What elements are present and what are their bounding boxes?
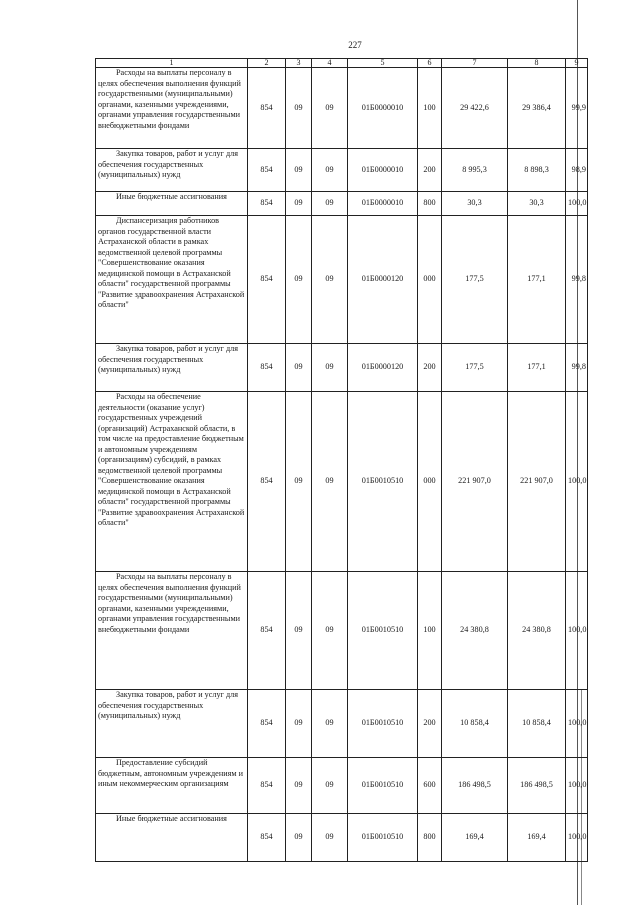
cell-section: 09 xyxy=(286,758,312,814)
cell-percent: 100,0 xyxy=(566,392,588,572)
table-row xyxy=(96,814,588,862)
cell-target: 01Б0010510 xyxy=(348,572,418,690)
cell-percent: 99,8 xyxy=(566,344,588,392)
cell-actual: 221 907,0 xyxy=(508,392,566,572)
cell-section: 09 xyxy=(286,392,312,572)
cell-actual: 177,1 xyxy=(508,216,566,344)
cell-subsection: 09 xyxy=(312,814,348,862)
cell-actual: 10 858,4 xyxy=(508,690,566,758)
cell-plan: 169,4 xyxy=(442,814,508,862)
cell-subsection: 09 xyxy=(312,690,348,758)
table-row xyxy=(96,690,588,758)
table-header-row xyxy=(96,59,588,68)
cell-plan: 24 380,8 xyxy=(442,572,508,690)
cell-actual: 186 498,5 xyxy=(508,758,566,814)
cell-percent: 100,0 xyxy=(566,758,588,814)
cell-code: 854 xyxy=(248,216,286,344)
row-name: Иные бюджетные ассигнования xyxy=(96,192,248,216)
table-row xyxy=(96,344,588,392)
cell-type: 000 xyxy=(418,216,442,344)
cell-plan: 8 995,3 xyxy=(442,149,508,192)
cell-percent: 100,0 xyxy=(566,690,588,758)
cell-percent: 100,0 xyxy=(566,814,588,862)
cell-percent: 100,0 xyxy=(566,192,588,216)
cell-section: 09 xyxy=(286,149,312,192)
row-name: Расходы на выплаты персоналу в целях обеспечения выполнения функций государственными (муниципальными) органами, казенными учреждениями, органами управления государственными внебюджетными фондами xyxy=(96,572,248,690)
table-row xyxy=(96,392,588,572)
header-cell: 6 xyxy=(418,59,442,68)
row-name: Диспансеризация работников органов государственной власти Астраханской области в рамках ведомственной целевой программы "Совершенствование оказания медицинской помощи в Астраханской области" государственной программы "Развитие здравоохранения Астраханской области" xyxy=(96,216,248,344)
cell-subsection: 09 xyxy=(312,344,348,392)
cell-actual: 29 386,4 xyxy=(508,68,566,149)
cell-section: 09 xyxy=(286,216,312,344)
cell-actual: 169,4 xyxy=(508,814,566,862)
table-row xyxy=(96,572,588,690)
cell-subsection: 09 xyxy=(312,758,348,814)
cell-type: 200 xyxy=(418,149,442,192)
cell-target: 01Б0000120 xyxy=(348,344,418,392)
cell-code: 854 xyxy=(248,68,286,149)
cell-subsection: 09 xyxy=(312,392,348,572)
cell-plan: 177,5 xyxy=(442,344,508,392)
cell-section: 09 xyxy=(286,68,312,149)
cell-target: 01Б0010510 xyxy=(348,814,418,862)
row-name: Закупка товаров, работ и услуг для обеспечения государственных (муниципальных) нужд xyxy=(96,344,248,392)
header-cell: 7 xyxy=(442,59,508,68)
table-row xyxy=(96,758,588,814)
cell-type: 000 xyxy=(418,392,442,572)
cell-section: 09 xyxy=(286,814,312,862)
header-cell: 2 xyxy=(248,59,286,68)
cell-type: 200 xyxy=(418,690,442,758)
cell-subsection: 09 xyxy=(312,216,348,344)
cell-target: 01Б0000010 xyxy=(348,192,418,216)
row-name: Расходы на выплаты персоналу в целях обеспечения выполнения функций государственными (муниципальными) органами, казенными учреждениями, органами управления государственными внебюджетными фондами xyxy=(96,68,248,149)
cell-type: 800 xyxy=(418,814,442,862)
table-row xyxy=(96,68,588,149)
cell-section: 09 xyxy=(286,690,312,758)
cell-type: 800 xyxy=(418,192,442,216)
cell-target: 01Б0010510 xyxy=(348,758,418,814)
cell-percent: 100,0 xyxy=(566,572,588,690)
cell-target: 01Б0010510 xyxy=(348,392,418,572)
cell-section: 09 xyxy=(286,192,312,216)
cell-code: 854 xyxy=(248,344,286,392)
table-row xyxy=(96,149,588,192)
cell-subsection: 09 xyxy=(312,68,348,149)
cell-section: 09 xyxy=(286,572,312,690)
cell-code: 854 xyxy=(248,192,286,216)
cell-type: 100 xyxy=(418,68,442,149)
cell-target: 01Б0000010 xyxy=(348,68,418,149)
page-number: 227 xyxy=(348,40,362,50)
cell-subsection: 09 xyxy=(312,572,348,690)
cell-actual: 8 898,3 xyxy=(508,149,566,192)
cell-target: 01Б0010510 xyxy=(348,690,418,758)
cell-type: 600 xyxy=(418,758,442,814)
cell-plan: 177,5 xyxy=(442,216,508,344)
row-name: Закупка товаров, работ и услуг для обеспечения государственных (муниципальных) нужд xyxy=(96,149,248,192)
header-cell: 1 xyxy=(96,59,248,68)
cell-percent: 99,9 xyxy=(566,68,588,149)
cell-code: 854 xyxy=(248,758,286,814)
cell-percent: 99,8 xyxy=(566,216,588,344)
header-cell: 4 xyxy=(312,59,348,68)
cell-plan: 30,3 xyxy=(442,192,508,216)
cell-actual: 177,1 xyxy=(508,344,566,392)
header-cell: 8 xyxy=(508,59,566,68)
row-name: Закупка товаров, работ и услуг для обеспечения государственных (муниципальных) нужд xyxy=(96,690,248,758)
row-name: Предоставление субсидий бюджетным, автономным учреждениям и иным некоммерческим организациям xyxy=(96,758,248,814)
cell-type: 100 xyxy=(418,572,442,690)
cell-type: 200 xyxy=(418,344,442,392)
header-cell: 9 xyxy=(566,59,588,68)
budget-table xyxy=(95,58,588,862)
row-name: Иные бюджетные ассигнования xyxy=(96,814,248,862)
cell-code: 854 xyxy=(248,690,286,758)
table-row xyxy=(96,216,588,344)
cell-code: 854 xyxy=(248,149,286,192)
table-row xyxy=(96,192,588,216)
cell-target: 01Б0000010 xyxy=(348,149,418,192)
cell-actual: 30,3 xyxy=(508,192,566,216)
cell-subsection: 09 xyxy=(312,149,348,192)
cell-plan: 29 422,6 xyxy=(442,68,508,149)
cell-code: 854 xyxy=(248,572,286,690)
cell-target: 01Б0000120 xyxy=(348,216,418,344)
cell-percent: 98,9 xyxy=(566,149,588,192)
cell-section: 09 xyxy=(286,344,312,392)
cell-code: 854 xyxy=(248,392,286,572)
cell-plan: 186 498,5 xyxy=(442,758,508,814)
cell-subsection: 09 xyxy=(312,192,348,216)
cell-actual: 24 380,8 xyxy=(508,572,566,690)
header-cell: 5 xyxy=(348,59,418,68)
header-cell: 3 xyxy=(286,59,312,68)
cell-plan: 221 907,0 xyxy=(442,392,508,572)
cell-plan: 10 858,4 xyxy=(442,690,508,758)
row-name: Расходы на обеспечение деятельности (оказание услуг) государственных учреждений (организаций) Астраханской области, в том числе на предоставление бюджетным и автономным учреждениям (организациям) субсидий, в рамках ведомственной целевой программы "Совершенствование оказания медицинской помощи в Астраханской области" государственной программы "Развитие здравоохранения Астраханской области" xyxy=(96,392,248,572)
cell-code: 854 xyxy=(248,814,286,862)
